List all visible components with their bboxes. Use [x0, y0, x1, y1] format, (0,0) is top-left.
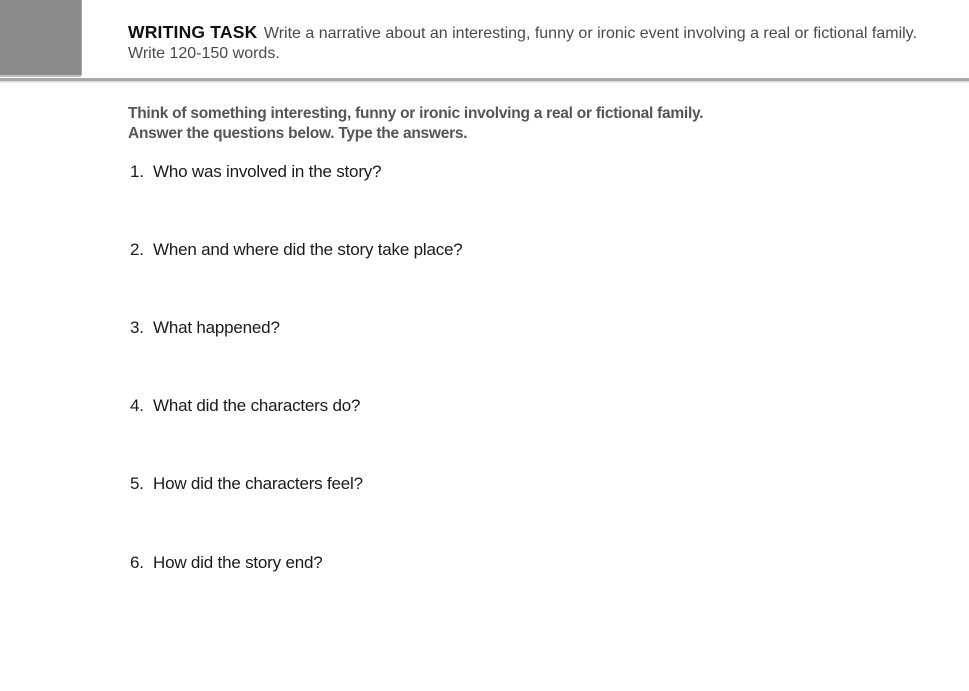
corner-decoration-underline [0, 75, 81, 77]
question-text: When and where did the story take place? [153, 240, 463, 259]
question-item-6 [130, 552, 463, 630]
question-item-3 [130, 317, 463, 395]
question-number: 4. [130, 396, 144, 415]
question-number: 6. [130, 553, 144, 572]
question-number: 2. [130, 240, 144, 259]
question-text: How did the characters feel? [153, 474, 363, 493]
corner-decoration-block [0, 0, 82, 75]
question-number: 3. [130, 318, 144, 337]
writing-task-header [128, 22, 918, 64]
question-number: 1. [130, 162, 144, 181]
question-text: What did the characters do? [153, 396, 361, 415]
header-divider [0, 78, 969, 83]
question-text: Who was involved in the story? [153, 162, 382, 181]
question-number: 5. [130, 474, 144, 493]
writing-task-text: Write a narrative about an interesting, funny or ironic event involving a real or fictional family. Write 120-150 words. [128, 25, 917, 62]
writing-task-label: WRITING TASK [128, 22, 258, 42]
question-list [130, 161, 463, 630]
question-text: What happened? [153, 318, 280, 337]
question-item-2 [130, 239, 463, 317]
instructions-line-1: Think of something interesting, funny or ironic involving a real or fictional family. [128, 105, 704, 122]
instructions [128, 104, 703, 144]
question-item-1 [130, 161, 463, 239]
question-text: How did the story end? [153, 553, 323, 572]
question-item-4 [130, 395, 463, 473]
question-item-5 [130, 473, 463, 551]
instructions-line-2: Answer the questions below. Type the answers. [128, 125, 468, 142]
